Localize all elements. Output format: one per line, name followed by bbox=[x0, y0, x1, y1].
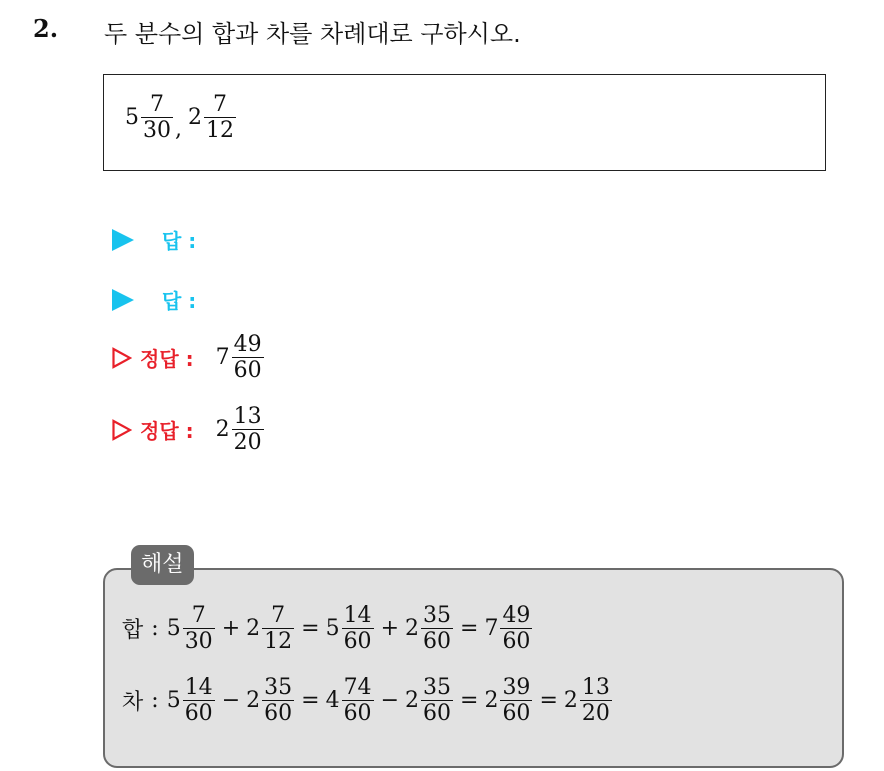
separator: , bbox=[175, 117, 182, 143]
difference-expression bbox=[167, 676, 613, 725]
numerator: 13 bbox=[233, 404, 262, 429]
denominator: 60 bbox=[343, 629, 372, 655]
fraction bbox=[421, 604, 453, 653]
numerator: 35 bbox=[423, 603, 451, 628]
denominator: 30 bbox=[184, 629, 213, 655]
denominator: 60 bbox=[502, 701, 531, 727]
numerator: 14 bbox=[343, 603, 372, 628]
colon: : bbox=[151, 688, 159, 714]
fraction bbox=[232, 333, 264, 382]
denominator: 60 bbox=[264, 701, 293, 727]
numerator: 13 bbox=[581, 675, 610, 700]
numerator: 7 bbox=[191, 603, 206, 628]
numerator: 7 bbox=[213, 92, 227, 117]
mixed-whole: 7 bbox=[484, 616, 499, 642]
outline-triangle-icon bbox=[112, 347, 132, 369]
mixed-whole: 2 bbox=[484, 688, 499, 714]
denominator: 60 bbox=[343, 701, 372, 727]
given-expression bbox=[125, 93, 237, 142]
numerator: 7 bbox=[150, 92, 164, 117]
numerator: 7 bbox=[271, 603, 286, 628]
sum-expression bbox=[167, 604, 534, 653]
triangle-icon bbox=[112, 289, 134, 311]
outline-triangle-icon bbox=[112, 419, 132, 441]
mixed-whole: 4 bbox=[325, 688, 340, 714]
denominator: 60 bbox=[423, 629, 451, 655]
mixed-whole: 2 bbox=[215, 417, 230, 443]
question-text: 두 분수의 합과 차를 차례대로 구하시오. bbox=[104, 20, 521, 48]
fraction bbox=[421, 676, 453, 725]
mixed-whole: 2 bbox=[405, 688, 419, 714]
difference-line bbox=[122, 676, 613, 725]
answer-row bbox=[112, 225, 196, 254]
operator: = bbox=[301, 688, 320, 714]
mixed-whole: 2 bbox=[246, 688, 261, 714]
answer-label: 답 : bbox=[162, 229, 197, 253]
correct-label: 정답 : bbox=[140, 419, 194, 444]
colon: : bbox=[151, 616, 159, 642]
mixed-whole: 5 bbox=[125, 105, 139, 131]
fraction bbox=[183, 604, 215, 653]
denominator: 60 bbox=[233, 358, 262, 384]
operator: = bbox=[460, 688, 479, 714]
denominator: 30 bbox=[143, 118, 171, 144]
question-number: 2. bbox=[33, 14, 59, 43]
mixed-whole: 2 bbox=[563, 688, 578, 714]
denominator: 60 bbox=[423, 701, 451, 727]
answer-row bbox=[112, 285, 196, 314]
operator: − bbox=[380, 688, 399, 714]
numerator: 74 bbox=[343, 675, 372, 700]
explanation-tag: 해설 bbox=[131, 545, 194, 585]
denominator: 60 bbox=[502, 629, 531, 655]
sum-label: 합 bbox=[122, 618, 144, 644]
numerator: 39 bbox=[502, 675, 531, 700]
numerator: 49 bbox=[502, 603, 531, 628]
mixed-whole: 2 bbox=[188, 105, 202, 131]
difference-label: 차 bbox=[122, 690, 144, 716]
mixed-whole: 5 bbox=[325, 616, 340, 642]
operator: − bbox=[221, 688, 241, 714]
fraction bbox=[183, 676, 215, 725]
numerator: 14 bbox=[184, 675, 213, 700]
mixed-whole: 2 bbox=[246, 616, 261, 642]
mixed-whole: 2 bbox=[405, 616, 419, 642]
denominator: 12 bbox=[206, 118, 234, 144]
fraction bbox=[204, 93, 236, 142]
operator: = bbox=[301, 616, 320, 642]
numerator: 35 bbox=[423, 675, 451, 700]
triangle-icon bbox=[112, 229, 134, 251]
correct-answer-row bbox=[112, 405, 265, 454]
fraction bbox=[500, 604, 532, 653]
fraction bbox=[262, 676, 294, 725]
operator: = bbox=[460, 616, 479, 642]
denominator: 20 bbox=[581, 701, 610, 727]
fraction bbox=[232, 405, 264, 454]
fraction bbox=[500, 676, 532, 725]
numerator: 49 bbox=[233, 332, 262, 357]
fraction bbox=[342, 676, 374, 725]
explanation-panel bbox=[103, 568, 844, 768]
operator: = bbox=[539, 688, 558, 714]
correct-label: 정답 : bbox=[140, 347, 194, 372]
mixed-whole: 5 bbox=[166, 688, 181, 714]
correct-answer-row bbox=[112, 333, 265, 382]
denominator: 20 bbox=[233, 430, 262, 456]
operator: + bbox=[380, 616, 399, 642]
operator: + bbox=[221, 616, 241, 642]
mixed-whole: 5 bbox=[166, 616, 181, 642]
denominator: 60 bbox=[184, 701, 213, 727]
answer-label: 답 : bbox=[162, 289, 197, 313]
denominator: 12 bbox=[264, 629, 293, 655]
fraction bbox=[262, 604, 294, 653]
fraction bbox=[580, 676, 612, 725]
fraction bbox=[141, 93, 173, 142]
fraction bbox=[342, 604, 374, 653]
mixed-whole: 7 bbox=[215, 345, 230, 371]
sum-line bbox=[122, 604, 533, 653]
numerator: 35 bbox=[264, 675, 293, 700]
